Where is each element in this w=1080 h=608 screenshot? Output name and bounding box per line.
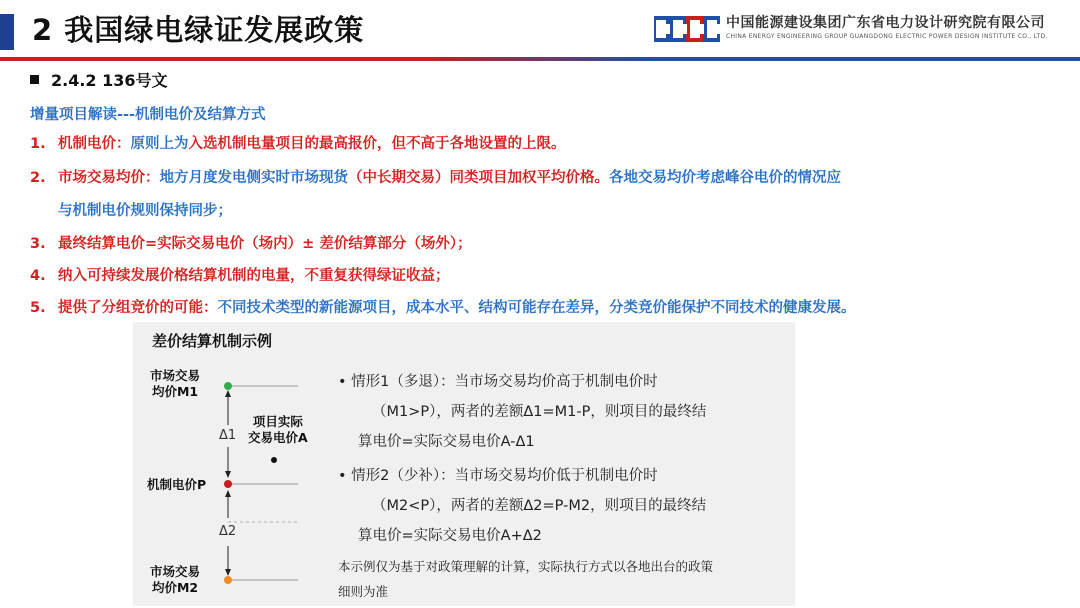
diagram-note-line1: 本示例仅为基于对政策理解的计算，实际执行方式以各地出台的政策 — [338, 559, 714, 574]
company-name-cn: 中国能源建设集团广东省电力设计研究院有限公司 — [726, 15, 1045, 31]
item-body-red: （中长期交易）同类项目加权平均价格。 — [348, 170, 609, 186]
subtitle: 增量项目解读---机制电价及结算方式 — [30, 107, 266, 123]
arrow-down-icon — [225, 471, 231, 478]
m1-dot — [224, 382, 232, 390]
case1-line3: 算电价=实际交易电价A-Δ1 — [358, 434, 535, 450]
list-item-1 — [30, 134, 566, 154]
item-text: 纳入可持续发展价格结算机制的电量，不重复获得绿证收益； — [58, 268, 450, 284]
item-number: 3. — [30, 236, 46, 252]
section-title: 2.4.2 136号文 — [51, 71, 168, 90]
list-item-2-continuation: 与机制电价规则保持同步； — [58, 203, 232, 219]
list-item-4 — [30, 266, 450, 286]
case1-line2: （M1>P），两者的差额Δ1=M1-P，则项目的最终结 — [372, 404, 707, 420]
actual-price-label-line2: 交易电价A — [248, 430, 308, 445]
m2-dot — [224, 576, 232, 584]
actual-price-label-line1: 项目实际 — [252, 414, 303, 429]
item-number: 2. — [30, 170, 46, 186]
m1-label — [150, 368, 200, 400]
arrow-up-icon — [225, 390, 231, 397]
slide-title: 2 我国绿电绿证发展政策 — [32, 13, 365, 47]
item-head: 提供了分组竞价的可能： — [58, 300, 218, 316]
delta2-label: Δ2 — [219, 524, 237, 539]
item-body-blue-2: 各地交易均价考虑峰谷电价的情况应 — [609, 170, 841, 186]
diagram-note-line2: 细则为准 — [338, 584, 389, 599]
company-logo — [654, 12, 1074, 48]
list-item-3 — [30, 234, 472, 254]
title-accent-bar — [0, 14, 14, 50]
case2-line1: • 情形2（少补）：当市场交易均价低于机制电价时 — [338, 468, 658, 484]
case2-line2: （M2<P），两者的差额Δ2=P-M2，则项目的最终结 — [372, 498, 707, 514]
m1-label-line2: 均价M1 — [151, 384, 199, 399]
arrow-down-icon-2 — [225, 569, 231, 576]
list-item-5 — [30, 298, 856, 318]
item-head: 市场交易均价： — [58, 170, 160, 186]
m2-label-line1: 市场交易 — [150, 564, 201, 579]
actual-price-dot — [271, 457, 277, 463]
item-body-blue: 原则上为 — [130, 136, 189, 152]
item-body: 不同技术类型的新能源项目，成本水平、结构可能存在差异，分类竞价能保护不同技术的健康发展。 — [217, 300, 856, 316]
item-body-blue: 地方月度发电侧实时市场现货 — [159, 170, 348, 186]
company-name-en: CHINA ENERGY ENGINEERING GROUP GUANGDONG ELECTRIC POWER DESIGN INSTITUTE CO., LTD. — [726, 33, 1048, 40]
m1-label-line1: 市场交易 — [150, 368, 201, 383]
p-label: 机制电价P — [147, 477, 207, 492]
header-divider — [0, 57, 1080, 61]
actual-price-label — [248, 414, 308, 446]
section-heading — [30, 68, 168, 91]
delta1-label: Δ1 — [219, 428, 237, 443]
arrow-up-icon-2 — [225, 490, 231, 497]
case1-line1: • 情形1（多退）：当市场交易均价高于机制电价时 — [338, 374, 658, 390]
ceec-logo-icon — [654, 14, 720, 44]
item-number: 1. — [30, 136, 46, 152]
m2-label-line2: 均价M2 — [151, 580, 199, 595]
slide-header — [0, 0, 1080, 62]
item-body-red: 入选机制电量项目的最高报价，但不高于各地设置的上限。 — [188, 136, 566, 152]
item-head: 机制电价： — [58, 136, 131, 152]
item-number: 4. — [30, 268, 46, 284]
item-number: 5. — [30, 300, 46, 316]
list-item-2 — [30, 168, 841, 188]
item-text: 最终结算电价=实际交易电价（场内）± 差价结算部分（场外）； — [58, 236, 472, 252]
m2-label — [150, 564, 200, 596]
case2-line3: 算电价=实际交易电价A+Δ2 — [358, 528, 542, 544]
diagram-title: 差价结算机制示例 — [152, 332, 273, 350]
square-bullet-icon — [30, 75, 39, 84]
p-dot — [224, 480, 232, 488]
